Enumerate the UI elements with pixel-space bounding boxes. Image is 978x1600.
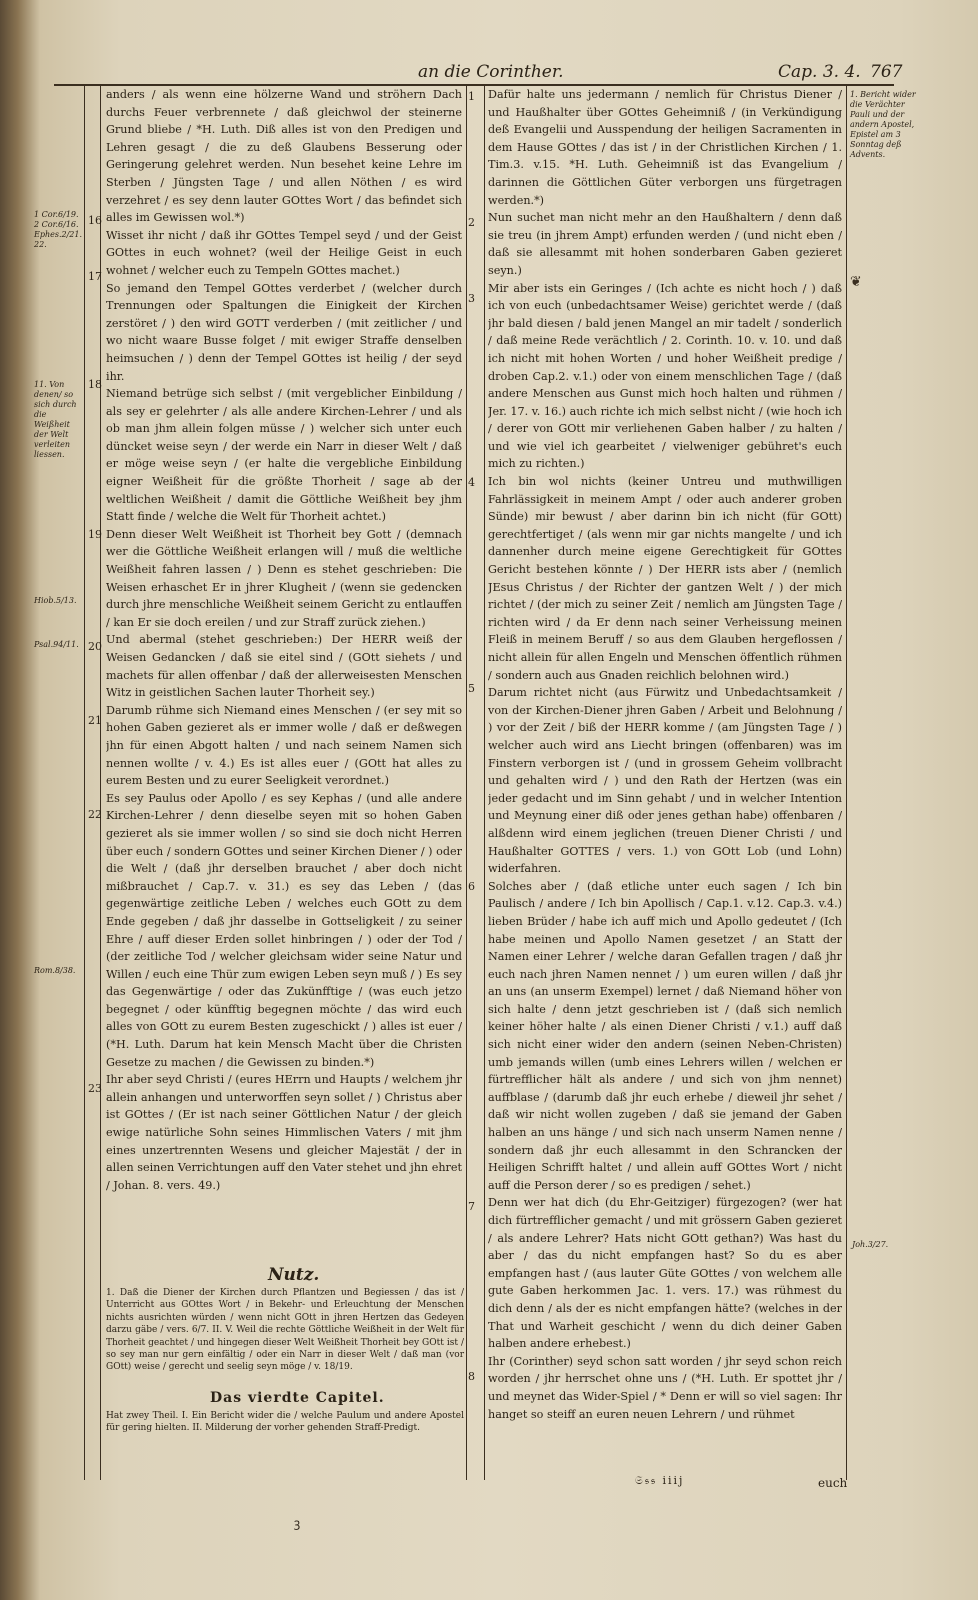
left-verse-rule bbox=[100, 84, 101, 1480]
verse-20: Und abermal (stehet geschrieben:) Der HERR weiß der Weisen Gedancken / daß sie eitel sind / (GOtt siehets / und machets für allen offenbar / daß der allerweisesten Menschen Witz in geistlichen Sachen lauter Thorheit sey.) bbox=[106, 633, 462, 700]
bottom-mark: ꝫ bbox=[294, 1516, 301, 1530]
margin-note-weisheit: 11. Von denen/ so sich durch die Weißheit der Welt verleiten liessen. bbox=[34, 380, 77, 459]
verse-number: 4 bbox=[468, 476, 475, 489]
verse-number: 17 bbox=[88, 270, 102, 283]
running-header bbox=[0, 62, 978, 84]
verse-7: Denn wer hat dich (du Ehr-Geitziger) fürgezogen? (wer hat dich fürtrefflicher gemacht / und mit grössern Gaben gezieret / als andere Lehrer? Hats nicht GOtt gethan?) Was hast du aber / das du nicht empfangen hast? So du es aber empfangen hast / (aus lauter Güte GOttes / von welchem alle gute Gaben herkommen Jac. 1. vers. 17.) was rühmest du dich denn / als der es nicht empfangen hätte? (welches in der That und Warheit geschicht / wenn du dich deiner Gaben halben andere erhebest.) bbox=[488, 1196, 842, 1351]
verse-number: 20 bbox=[88, 640, 102, 653]
verse-number: 19 bbox=[88, 528, 102, 541]
margin-note-psal: Psal.94/11. bbox=[34, 640, 79, 649]
verse-number: 22 bbox=[88, 808, 102, 821]
verse-4: Ich bin wol nichts (keiner Untreu und muthwilligen Fahrlässigkeit in meinem Ampt / oder auch anderer groben Sünde) mir bewust / aber darinn bin ich nicht (für GOtt) gerechtfertiget / (als wenn mir gar nichts mangelte / und ich dannenher durch meine eigene Gerechtigkeit für GOttes Gericht bestehen könnte / ) Der HERR ists aber / (nemlich JEsus Christus / der Richter der gantzen Welt / ) der mich richtet / (der mich zu seiner Zeit / nemlich am Jüngsten Tage / richten wird / da Er denn nach seiner Verheissung meinen Fleiß in meinem Beruff / so aus dem Glauben hergeflossen / nicht allein für allen Engeln und Menschen öffentlich rühmen / sondern auch aus Gnaden reichlich belohnen wird.) bbox=[488, 475, 842, 682]
verse-number: 21 bbox=[88, 714, 102, 727]
running-title: an die Corinther. bbox=[418, 62, 564, 82]
verse-number: 2 bbox=[468, 216, 475, 229]
margin-note-bericht: 1. Bericht wider die Verächter Pauli und der andern Apostel, Epistel am 3 Sonntag deß Advents. bbox=[850, 90, 916, 159]
verse-number: 18 bbox=[88, 378, 102, 391]
paragraph-continuation: anders / als wenn eine hölzerne Wand und ströhern Dach durchs Feuer verbrennete / daß gleichwol der steinerne Grund bliebe / *H. Luth. Diß alles ist von den Predigen und Lehren gesagt / die zu deß Glaubens Besserung oder Geringerung gelehret werden. Nun besehet keine Lehre im Sterben / Jüngsten Tage / und allen Nöthen / es wird verzehret / es sey denn lauter GOttes Wort / das befindet sich alles im Gewissen wol.*) bbox=[106, 88, 462, 225]
center-rule-right bbox=[484, 84, 485, 1480]
nutz-heading: Nutz. bbox=[268, 1265, 320, 1285]
right-margin-rule bbox=[846, 84, 847, 1480]
verse-number: 7 bbox=[468, 1200, 475, 1213]
chapter-reference: Cap. 3. 4. bbox=[778, 62, 861, 82]
verse-19: Denn dieser Welt Weißheit ist Thorheit bey Gott / (demnach wer die Göttliche Weißheit erlangen will / muß die weltliche Weißheit fahren lassen / ) Denn es stehet geschrieben: Die Weisen erhaschet Er in jhrer Klugheit / (wenn sie gedencken durch jhre menschliche Weißheit seinem Gericht zu entlauffen / kan Er sie doch ereilen / und zur Straff zurück ziehen.) bbox=[106, 527, 462, 629]
nutz-text: 1. Daß die Diener der Kirchen durch Pflantzen und Begiessen / das ist / Unterricht aus GOttes Wort / in Bekehr- und Erleuchtung der Menschen nichts ausrichten würden / wenn nicht GOtt in jhren Hertzen das Gedeyen darzu gäbe / vers. 6/7. II. V. Weil die rechte Göttliche Weißheit in der Welt für Thorheit geachtet / und hingegen dieser Welt Weißheit Thorheit bey GOtt ist / so sey man nur gern einfältig / oder ein Narr in dieser Welt / daß man (vor GOtt) weise / gerecht und seelig seyn möge / v. 18/19. bbox=[106, 1288, 464, 1373]
verse-number: 16 bbox=[88, 214, 102, 227]
margin-note-cor: 1 Cor.6/19. 2 Cor.6/16. Ephes.2/21. 22. bbox=[34, 210, 83, 249]
verse-number: 23 bbox=[88, 1082, 102, 1095]
chapter-4-heading: Das vierdte Capitel. bbox=[210, 1390, 385, 1406]
signature-mark: 𝔖𝔰𝔰 iiij bbox=[635, 1474, 685, 1487]
center-rule-left bbox=[466, 84, 467, 1480]
verse-16: Wisset ihr nicht / daß ihr GOttes Tempel seyd / und der Geist GOttes in euch wohnet? (weil der Heilige Geist in euch wohnet / welcher euch zu Tempeln GOttes machet.) bbox=[106, 228, 462, 277]
verse-21: Darumb rühme sich Niemand eines Menschen / (er sey mit so hohen Gaben gezieret als er immer wolle / daß er deßwegen jhn für einen Abgott halten / und nach seinem Namen sich nennen wollte / v. 4.) Es ist alles euer / (GOtt hat alles zu eurem Besten und zu eurer Seeligkeit verordnet.) bbox=[106, 703, 462, 788]
verse-8: Ihr (Corinther) seyd schon satt worden / jhr seyd schon reich worden / jhr herrschet ohne uns / (*H. Luth. Er spottet jhr / und meynet das Wider-Spiel / * Denn er will so viel sagen: Ihr hanget so steiff an euren neuen Lehrern / und rühmet bbox=[488, 1354, 842, 1421]
verse-22: Es sey Paulus oder Apollo / es sey Kephas / (und alle andere Kirchen-Lehrer / denn dieselbe seyen mit so hohen Gaben gezieret als sie immer wollen / so sind sie doch nicht Herren über euch / sondern GOttes und seiner Kirchen Diener / ) oder die Welt / (daß jhr derselben brauchet / aber doch nicht mißbrauchet / Cap.7. v. 31.) es sey das Leben / (das gegenwärtige zeitliche Leben / welches euch GOtt zu dem Ende gegeben / daß jhr dasselbe in Gottseligkeit / zu seiner Ehre / auff dieser Erden sollet hinbringen / ) oder der Tod / (der zeitliche Tod / welcher gleichsam wider seine Natur und Willen / euch eine Thür zum ewigen Leben seyn muß / ) Es sey das Gegenwärtige / oder das Zukünfftige / (was euch jetzo begegnet / oder künfftig begegnen möchte / das wird euch alles von GOtt zu eurem Besten zugeschickt / ) alles ist euer / (*H. Luth. Darum hat kein Mensch Macht über die Christen Gesetze zu machen / die Gewissen zu binden.*) bbox=[106, 791, 462, 1069]
margin-note-rom: Rom.8/38. bbox=[34, 966, 76, 975]
verse-number: 1 bbox=[468, 90, 475, 103]
verse-number: 3 bbox=[468, 292, 475, 305]
left-text-column bbox=[106, 86, 462, 1254]
margin-note-hiob: Hiob.5/13. bbox=[34, 596, 77, 605]
right-text-column bbox=[488, 86, 842, 1480]
page-number: 767 bbox=[870, 62, 903, 82]
verse-number: 8 bbox=[468, 1370, 475, 1383]
verse-1: Dafür halte uns jedermann / nemlich für Christus Diener / und Haußhalter über GOttes Geheimniß / (in Verkündigung deß Evangelii und Ausspendung der heiligen Sacramenten in dem Hause GOttes / das ist / in der Christlichen Kirchen / 1. Tim.3. v.15. *H. Luth. Geheimniß ist das Evangelium / darinnen die Göttlichen Güter verborgen uns fürgetragen werden.*) bbox=[488, 88, 842, 207]
verse-3: Mir aber ists ein Geringes / (Ich achte es nicht hoch / ) daß ich von euch (unbedachtsamer Weise) gerichtet werde / (daß jhr bald diesen / bald jenen Mangel an mir tadelt / sonderlich / daß meine Rede verächtlich / 2. Corinth. 10. v. 10. und daß ich nicht mit hohen Worten / und hoher Weißheit predige / droben Cap.2. v.1.) oder von einem menschlichen Tage / (daß andere Menschen aus Gunst mich hoch halten und rühmen / Jer. 17. v. 16.) auch richte ich mich selbst nicht / (wie hoch ich / derer von GOtt mir verliehenen Gaben halber / zu halten / und wie viel ich gearbeitet / vielweniger gebühret's euch mich zu richten.) bbox=[488, 281, 842, 471]
verse-number: 5 bbox=[468, 682, 475, 695]
verse-23: Ihr aber seyd Christi / (eures HErrn und Haupts / welchem jhr allein anhangen und unterworffen seyn sollet / ) Christus aber ist GOttes / (Er ist nach seiner Göttlichen Natur / der gleich ewige natürliche Sohn seines Himmlischen Vaters / mit jhm eines unzertrennten Wesens und gleicher Majestät / der in allen seinen Verrichtungen auff den Vater stehet und jhn ehret / Johan. 8. vers. 49.) bbox=[106, 1073, 462, 1192]
verse-17: So jemand den Tempel GOttes verderbet / (welcher durch Trennungen oder Spaltungen die Einigkeit der Kirchen zerstöret / ) den wird GOTT verderben / (mit zeitlicher / und wo nicht waare Busse folget / mit ewiger Straffe denselben heimsuchen / ) denn der Tempel GOttes ist heilig / der seyd ihr. bbox=[106, 281, 462, 383]
left-margin-rule bbox=[84, 84, 85, 1480]
chapter-4-summary: Hat zwey Theil. I. Ein Bericht wider die / welche Paulum und andere Apostel für gering hielten. II. Milderung der vorher gehenden Straff-Predigt. bbox=[106, 1411, 464, 1434]
verse-6: Solches aber / (daß etliche unter euch sagen / Ich bin Paulisch / andere / Ich bin Apollisch / Cap.1. v.12. Cap.3. v.4.) lieben Brüder / habe ich auff mich und Apollo gedeutet / (Ich habe meinen und Apollo Namen gesetzet / an Statt der Namen einer Lehrer / welche daran Gefallen tragen / daß jhr euch nach jhren Namen nennet / ) um euren willen / daß jhr an uns (an unserm Exempel) lernet / daß Niemand höher von sich halte / denn jetzt geschrieben ist / (daß sich nemlich keiner höher halte / als einen Diener Christi / v.1.) auff daß sich nicht einer wider den andern (seinen Neben-Christen) umb jemands willen (umb eines Lehrers willen / welchen er fürtrefflicher hält als andere / und sich von jhm nennet) auffblase / (darumb daß jhr euch erhebe / dieweil jhr sehet / daß wir nicht wollen zugeben / daß sie jemand der Gaben halben an uns hänge / und sich nach unserm Namen nenne / sondern daß jhr euch allesammt in den Schrancken der Heiligen Schrifft haltet / und allein auff GOttes Wort / nicht auff die Person derer / so es predigen / sehet.) bbox=[488, 879, 842, 1192]
verse-18: Niemand betrüge sich selbst / (mit vergeblicher Einbildung / als sey er gelehrter / als alle andere Kirchen-Lehrer / und als ob man jhm allein folgen müsse / ) welcher sich unter euch düncket weise seyn / der werde ein Narr in dieser Welt / daß er möge weise seyn / (er halte die vergebliche Einbildung eigner Weißheit für die größte Thorheit / sage ab der weltlichen Weißheit / damit die Göttliche Weißheit bey jhm Statt finde / welche die Welt für Thorheit achtet.) bbox=[106, 387, 462, 524]
margin-note-joh: Joh.3/27. bbox=[852, 1240, 889, 1249]
verse-number: 6 bbox=[468, 880, 475, 893]
verse-2: Nun suchet man nicht mehr an den Haußhaltern / denn daß sie treu (in jhrem Ampt) erfunden werden / (und nicht eben / daß sie allesammt mit hohen sonderbaren Gaben gezieret seyn.) bbox=[488, 211, 842, 277]
catchword: euch bbox=[818, 1476, 848, 1490]
verse-5: Darum richtet nicht (aus Fürwitz und Unbedachtsamkeit / von der Kirchen-Diener jhren Gaben / Arbeit und Belohnung / ) vor der Zeit / biß der HERR komme / (am Jüngsten Tage / ) welcher auch wird ans Liecht bringen (offenbaren) was im Finstern verborgen ist / (und in grossem Geheim vollbracht und gehalten wird / ) und den Rath der Hertzen (was ein jeder gedacht und im Sinn gehabt / und in welcher Intention und Meynung einer diß oder jenes gethan habe) offenbaren / alßdenn wird einem jeglichen (treuen Diener Christi / und Haußhalter GOTTES / vers. 1.) von GOtt Lob (und Lohn) widerfahren. bbox=[488, 686, 842, 876]
printer-ornament: ❦ bbox=[850, 274, 862, 290]
